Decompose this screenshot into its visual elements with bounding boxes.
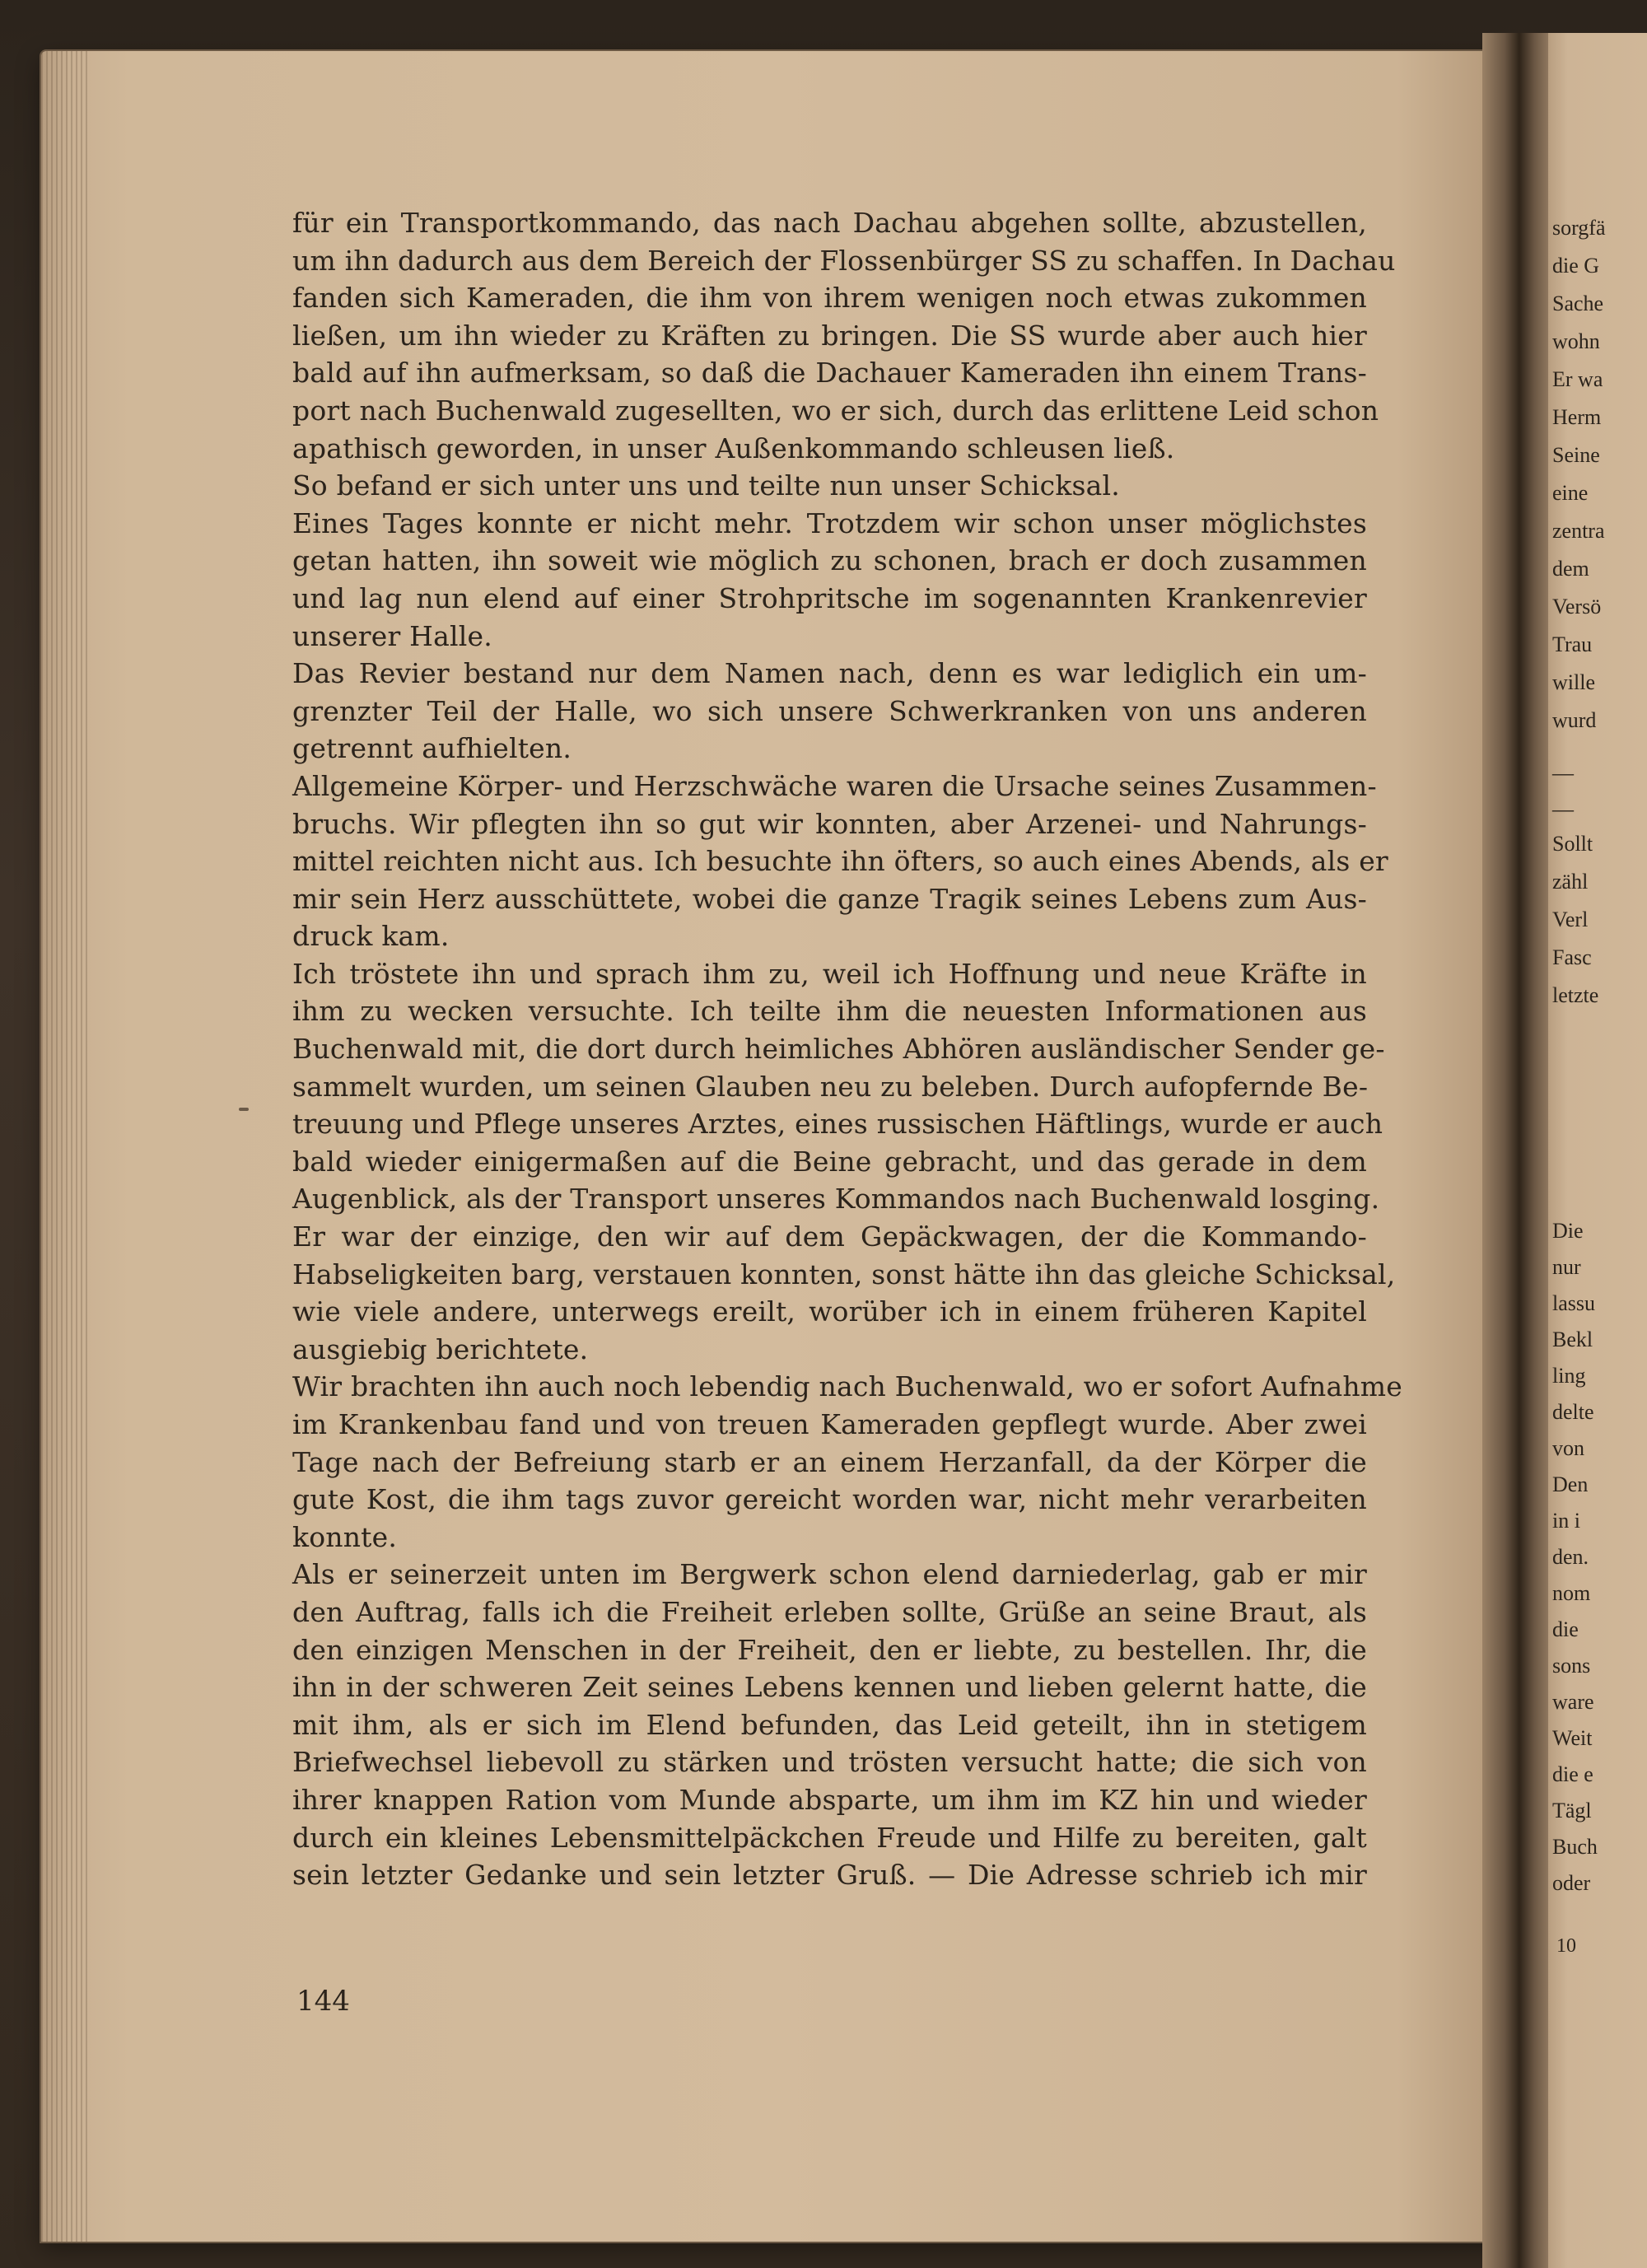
right-text-fragment: von <box>1552 1436 1584 1460</box>
text-line: bald wieder einigermaßen auf die Beine gebracht, und das gerade in dem <box>292 1145 1367 1178</box>
right-text-fragment: Versö <box>1552 595 1602 618</box>
text-line: Allgemeine Körper- und Herzschwäche waren die Ursache seines Zusammen- <box>292 769 1377 802</box>
text-line: gute Kost, die ihm tags zuvor gereicht worden war, nicht mehr verarbeiten <box>292 1483 1367 1516</box>
right-text-fragment: eine <box>1552 481 1589 505</box>
text-line: port nach Buchenwald zugesellten, wo er sich, durch das erlittene Leid schon <box>292 394 1379 427</box>
right-text-fragment: wohn <box>1552 329 1600 353</box>
text-line: durch ein kleines Lebensmittelpäckchen Freude und Hilfe zu bereiten, galt <box>292 1821 1367 1854</box>
text-line: Briefwechsel liebevoll zu stärken und trösten versucht hatte; die sich von <box>292 1746 1367 1779</box>
right-page-folio: 10 <box>1556 1935 1576 1957</box>
text-line: fanden sich Kameraden, die ihm von ihrem wenigen noch etwas zukommen <box>292 282 1367 315</box>
text-line: Eines Tages konnte er nicht mehr. Trotzdem wir schon unser möglichstes <box>292 506 1367 539</box>
right-text-fragment: Seine <box>1552 443 1600 467</box>
text-line: bruchs. Wir pflegten ihn so gut wir konnten, aber Arzenei- und Nahrungs- <box>292 807 1367 840</box>
text-line: ausgiebig berichtete. <box>292 1332 589 1365</box>
right-text-fragment: oder <box>1552 1871 1591 1895</box>
text-line: Das Revier bestand nur dem Namen nach, denn es war lediglich ein um- <box>292 657 1367 690</box>
right-text-fragment: Buch <box>1552 1835 1598 1859</box>
text-line: sammelt wurden, um seinen Glauben neu zu beleben. Durch aufopfernde Be- <box>292 1070 1369 1103</box>
text-line: ließen, um ihn wieder zu Kräften zu bringen. Die SS wurde aber auch hier <box>292 319 1367 352</box>
text-line: sein letzter Gedanke und sein letzter Gruß. — Die Adresse schrieb ich mir <box>292 1859 1367 1892</box>
right-text-fragment: sons <box>1552 1654 1591 1678</box>
text-line: treuung und Pflege unseres Arztes, eines russischen Häftlings, wurde er auch <box>292 1108 1383 1141</box>
text-line: ihm zu wecken versuchte. Ich teilte ihm die neuesten Informationen aus <box>292 995 1367 1028</box>
text-line: um ihn dadurch aus dem Bereich der Flossenbürger SS zu schaffen. In Dachau <box>292 244 1396 277</box>
text-line: unserer Halle. <box>292 619 492 652</box>
text-line: druck kam. <box>292 920 450 953</box>
right-text-fragment: den. <box>1552 1545 1589 1569</box>
page-number: 144 <box>296 1985 350 2018</box>
right-text-fragment: Die <box>1552 1219 1584 1243</box>
right-text-fragment: die G <box>1552 254 1600 278</box>
text-line: konnte. <box>292 1520 398 1553</box>
right-text-fragment: Tägl <box>1552 1799 1592 1822</box>
text-line: So befand er sich unter uns und teilte nun unser Schicksal. <box>292 469 1120 502</box>
right-text-fragment: Den <box>1552 1472 1589 1496</box>
right-text-fragment: Herm <box>1552 405 1602 429</box>
right-text-fragment: zähl <box>1552 870 1589 894</box>
right-text-fragment: delte <box>1552 1400 1594 1424</box>
text-line: Tage nach der Befreiung starb er an einem Herzanfall, da der Körper die <box>292 1445 1367 1478</box>
text-line: Als er seinerzeit unten im Bergwerk schon elend darniederlag, gab er mir <box>292 1558 1367 1591</box>
right-text-fragment: Sollt <box>1552 832 1593 856</box>
text-line: bald auf ihn aufmerksam, so daß die Dachauer Kameraden ihn einem Trans- <box>292 357 1367 390</box>
right-text-fragment: letzte <box>1552 983 1599 1007</box>
right-text-fragment: Verl <box>1552 908 1589 931</box>
right-text-fragment: wille <box>1552 670 1595 694</box>
right-text-fragment: ling <box>1552 1364 1586 1388</box>
right-text-fragment: Er wa <box>1552 367 1603 391</box>
text-line: Buchenwald mit, die dort durch heimliches Abhören ausländischer Sender ge- <box>292 1033 1385 1066</box>
text-line: Wir brachten ihn auch noch lebendig nach Buchenwald, wo er sofort Aufnahme <box>292 1370 1402 1403</box>
right-text-fragment: Fasc <box>1552 945 1592 969</box>
text-line: ihrer knappen Ration vom Munde absparte, um ihm im KZ hin und wieder <box>292 1783 1367 1816</box>
right-text-fragment: nur <box>1552 1255 1581 1279</box>
right-text-fragment: wurd <box>1552 708 1597 732</box>
right-text-fragment: ware <box>1552 1690 1594 1714</box>
text-line: Habseligkeiten barg, verstauen konnten, sonst hätte ihn das gleiche Schicksal, <box>292 1258 1396 1290</box>
right-text-fragment: Sache <box>1552 292 1604 315</box>
text-line: Augenblick, als der Transport unseres Kommandos nach Buchenwald losging. <box>292 1183 1380 1216</box>
text-line: getan hatten, ihn soweit wie möglich zu schonen, brach er doch zusammen <box>292 544 1367 577</box>
text-line: Ich tröstete ihn und sprach ihm zu, weil ich Hoffnung und neue Kräfte in <box>292 957 1367 990</box>
text-line: im Krankenbau fand und von treuen Kameraden gepflegt wurde. Aber zwei <box>292 1408 1367 1440</box>
right-text-fragment: sorgfä <box>1552 216 1606 240</box>
body-text <box>292 204 1402 1894</box>
text-line: für ein Transportkommando, das nach Dachau abgehen sollte, abzustellen, <box>292 207 1367 239</box>
text-line: mittel reichten nicht aus. Ich besuchte ihn öfters, so auch eines Abends, als er <box>292 845 1388 878</box>
text-line: apathisch geworden, in unser Außenkommando schleusen ließ. <box>292 432 1175 464</box>
right-text-fragment: dem <box>1552 557 1589 581</box>
right-text-fragment: zentra <box>1552 519 1605 543</box>
right-text-fragment: — <box>1552 797 1574 821</box>
text-line: getrennt aufhielten. <box>292 732 572 765</box>
text-line: grenzter Teil der Halle, wo sich unsere Schwerkranken von uns anderen <box>292 694 1367 727</box>
right-text-fragment: Weit <box>1552 1726 1593 1750</box>
text-line: wie viele andere, unterwegs ereilt, worüber ich in einem früheren Kapitel <box>292 1295 1367 1328</box>
text-line: mit ihm, als er sich im Elend befunden, das Leid geteilt, ihn in stetigem <box>292 1708 1367 1741</box>
right-text-fragment: in i <box>1552 1509 1580 1533</box>
text-line: den Auftrag, falls ich die Freiheit erleben sollte, Grüße an seine Braut, als <box>292 1595 1367 1628</box>
right-text-fragment: Trau <box>1552 632 1593 656</box>
right-text-fragment: Bekl <box>1552 1328 1593 1351</box>
right-text-fragment: — <box>1552 761 1574 785</box>
right-text-fragment: nom <box>1552 1581 1591 1605</box>
text-line: ihn in der schweren Zeit seines Lebens kennen und lieben gelernt hatte, die <box>292 1671 1367 1704</box>
book-gutter <box>1482 33 1556 2268</box>
text-line: Er war der einzige, den wir auf dem Gepäckwagen, der die Kommando- <box>292 1220 1367 1253</box>
right-text-fragment: die e <box>1552 1762 1593 1786</box>
right-text-fragment: die <box>1552 1617 1579 1641</box>
right-text-fragment: lassu <box>1552 1291 1595 1315</box>
text-line: den einzigen Menschen in der Freiheit, den er liebte, zu bestellen. Ihr, die <box>292 1633 1367 1666</box>
margin-mark <box>239 1108 249 1111</box>
text-line: mir sein Herz ausschüttete, wobei die ganze Tragik seines Lebens zum Aus- <box>292 882 1367 915</box>
text-line: und lag nun elend auf einer Strohpritsche im sogenannten Krankenrevier <box>292 581 1367 614</box>
